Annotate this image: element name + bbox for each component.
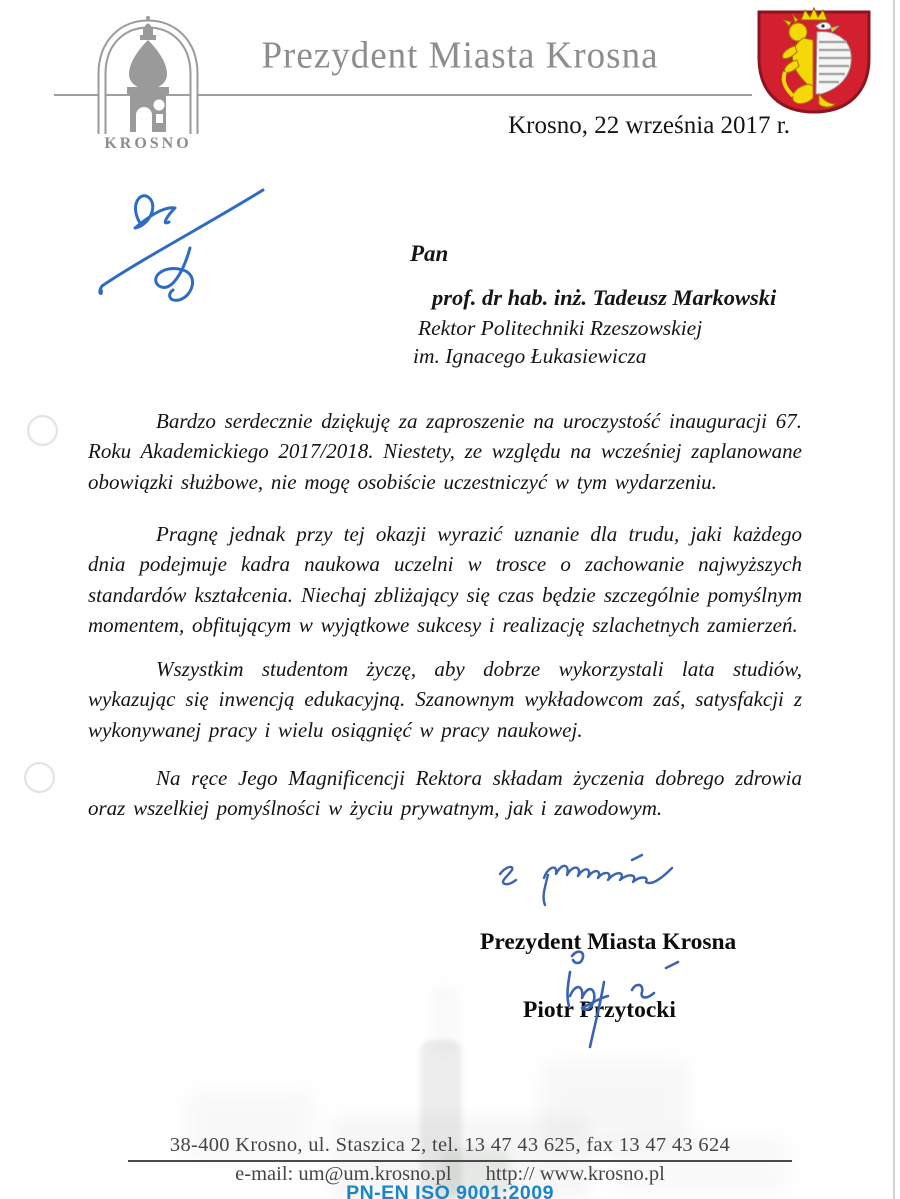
krosno-coat-of-arms-icon [753, 6, 875, 118]
signature-scribble [534, 946, 719, 1056]
footer-divider-line [128, 1160, 792, 1162]
recipient-institution: im. Ignacego Łukasiewicza [413, 344, 647, 368]
footer-website: http:// www.krosno.pl [485, 1163, 665, 1185]
body-paragraph-4: Na ręce Jego Magnificencji Rektora składam życzenia dobrego zdrowia oraz wszelkiej pomyślności w życiu prywatnym, jak i zawodowym. [88, 766, 802, 821]
signer-title: Prezydent Miasta Krosna [480, 929, 737, 955]
footer-iso-certification: PN-EN ISO 9001:2009 [346, 1182, 554, 1199]
recipient-salutation: Pan [410, 241, 449, 266]
scanner-edge-line [893, 0, 895, 1199]
footer-email: e-mail: um@um.krosno.pl [235, 1163, 452, 1185]
watermark-blob [430, 985, 460, 1055]
footer-address: 38-400 Krosno, ul. Staszica 2, tel. 13 47 43 625, fax 13 47 43 624 [169, 1134, 731, 1156]
punch-hole-mark [27, 415, 58, 446]
recipient-block [408, 240, 776, 370]
handwritten-paraph-initials [95, 178, 280, 313]
punch-hole-mark [24, 762, 55, 793]
handwritten-closing-z-powazaniem [486, 848, 691, 915]
body-paragraph-2: Pragnę jednak przy tej okazji wyrazić uznanie dla trudu, jaki każdego dnia podejmuje kadra naukowa uczelni w trosce o zachowanie najwyższych standardów kształcenia. Niechaj zbliżający się czas będzie szczególnie pomyślnym momentem, obfitującym w wyjątkowe sukcesy i realizację szlachetnych zamierzeń. [88, 522, 802, 638]
body-paragraph-1: Bardzo serdecznie dziękuję za zaproszenie na uroczystość inauguracji 67. Roku Akademickiego 2017/2018. Niestety, ze względu na wcześniej zaplanowane obowiązki służbowe, nie mogę osobiście uczestniczyć w tym wydarzeniu. [88, 409, 802, 494]
dateline: Krosno, 22 września 2017 r. [508, 112, 790, 139]
krosno-city-logo-icon [78, 12, 218, 152]
recipient-position: Rektor Politechniki Rzeszowskiej [418, 316, 703, 340]
signer-name: Piotr Przytocki [523, 997, 676, 1023]
recipient-name: prof. dr hab. inż. Tadeusz Markowski [432, 285, 777, 310]
letterhead-title: Prezydent Miasta Krosna [261, 34, 659, 77]
logo-caption: KROSNO [104, 135, 192, 152]
body-paragraph-3: Wszystkim studentom życzę, aby dobrze wykorzystali lata studiów, wykazując się inwencją edukacyjną. Szanownym wykładowcom zaś, satysfakcji z wykonywanej pracy i wielu osiągnięć w pracy naukowej. [88, 657, 802, 742]
